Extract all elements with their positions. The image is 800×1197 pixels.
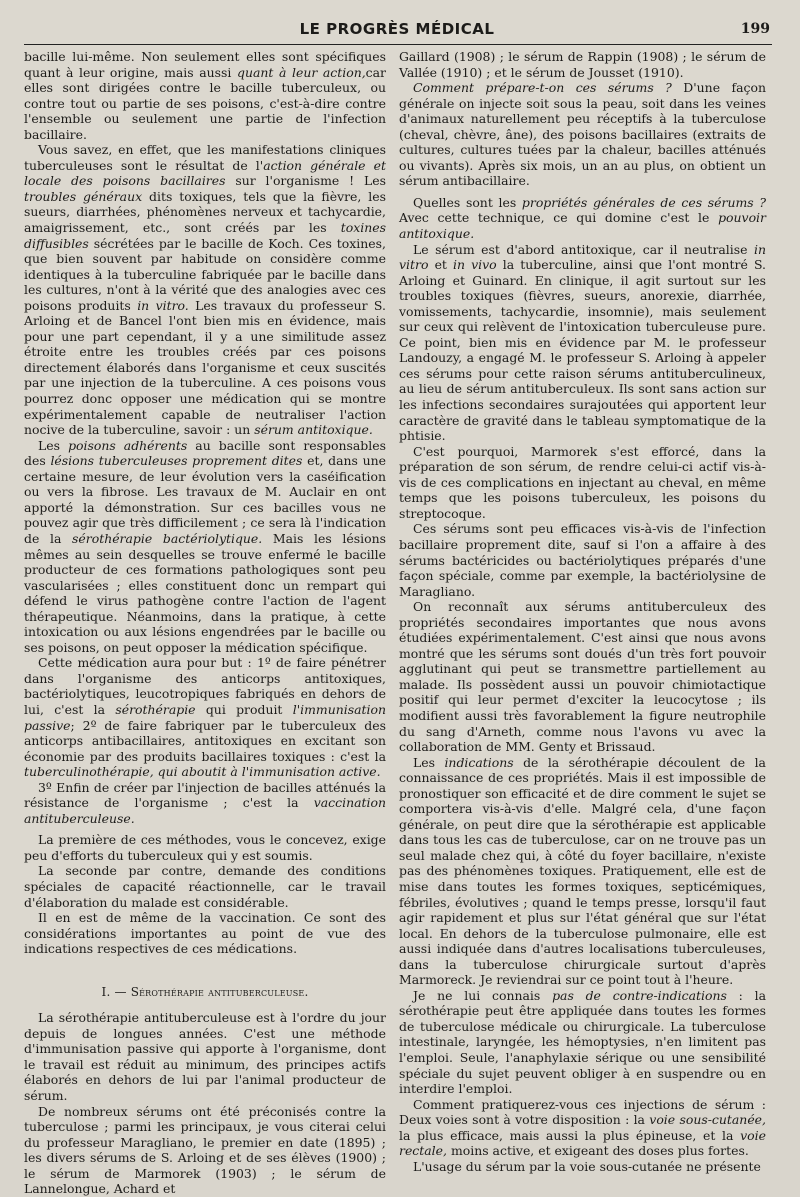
paragraph: De nombreux sérums ont été préconisés contre la tuberculose ; parmi les principaux, je vous citerai celui du professeur Maragliano, le premier en date (1895) ; les divers sérums de S. Arloing et de ses élèves (1900) ; le sérum de Marmorek (1903) ; le sérum de Lannelongue, Achard et bbox=[24, 1103, 386, 1197]
paragraph: C'est pourquoi, Marmorek s'est efforcé, dans la préparation de son sérum, de rendre celui-ci actif vis-à-vis de ces complications en injectant au cheval, en même temps que les poisons tuberculeux, les poisons du streptocoque. bbox=[399, 443, 766, 521]
paragraph: Les indications de la sérothérapie découlent de la connaissance de ces propriétés. Mais il est impossible de pronostiquer son efficacité et de dire comment le sujet se comportera vis-à-vis d'elle. Malgré cela, d'une façon générale, on peut dire que la sérothérapie est applicable dans tous les cas de tuberculose, car on ne trouve pas un seul malade chez qui, à côté du foyer bacillaire, n'existe pas des phénomènes toxiques. Pratiquement, elle est de mise dans toutes les formes toxiques, septicémiques, fébriles, évolutives ; quand le temps presse, lorsqu'il faut agir rapidement et plus sur l'état général que sur l'état local. En dehors de la tuberculose pulmonaire, elle est aussi indiquée dans d'autres localisations tuberculeuses, dans la tuberculose chirurgicale surtout d'après Marmoreck. Je reviendrai sur ce point tout à l'heure. bbox=[399, 754, 766, 988]
paragraph: Comment pratiquerez-vous ces injections de sérum : Deux voies sont à votre disposition : la voie sous-cutanée, la plus efficace, mais aussi la plus épineuse, et la voie rectale, moins active, et exigeant des doses plus fortes. bbox=[399, 1096, 766, 1159]
paragraph: L'usage du sérum par la voie sous-cutanée ne présente bbox=[413, 1158, 761, 1174]
paragraph: On reconnaît aux sérums antituberculeux des propriétés secondaires importantes que nous avons étudiées expérimentalement. C'est ainsi que nous avons montré que les sérums sont doués d'un très fort pouvoir agglutinant qui peut se transmettre partiellement au malade. Ils possèdent aussi un pouvoir chimiotactique positif qui leur permet d'exciter la leucocytose ; ils modifient aussi très favorablement la figure neutrophile du sang d'Arneth, comme nous l'avons vu avec la collaboration de MM. Genty et Brissaud. bbox=[399, 599, 766, 755]
paragraph: Le sérum est d'abord antitoxique, car il neutralise in vitro et in vivo la tuberculine, ainsi que l'ont montré S. Arloing et Guinard. En clinique, il agit surtout sur les troubles toxiques (fièvres, sueurs, anorexie, diarrhée, vomissements, tachycardie, insomnie), mais seulement sur ceux qui relèvent de l'intoxication tuberculeuse pure. Ce point, bien mis en évidence par M. le professeur Landouzy, a engagé M. le professeur S. Arloing à appeler ces sérums pour cette raison sérums antituberculineux, au lieu de sérum antituberculeux. Ils sont sans action sur les infections secondaires surajoutées qui apportent leur caractère de gravité dans le tableau symptomatique de la phtisie. bbox=[399, 241, 766, 444]
paragraph: La première de ces méthodes, vous le concevez, exige peu d'efforts du tuberculeux qui y est soumis. bbox=[24, 832, 386, 863]
paragraph: Cette médication aura pour but : 1º de faire pénétrer dans l'organisme des anticorps antitoxiques, bactériolytiques, leucotropiques fabriqués en dehors de lui, c'est la sérothérapie qui produit l'immunisation passive; 2º de faire fabriquer par le tuberculeux des anticorps antibacillaires, antitoxiques en excitant son économie par des produits bacillaires toxiques : c'est la tuberculinothérapie, qui aboutit à l'immunisation active. bbox=[24, 655, 386, 780]
header-rule bbox=[24, 44, 772, 45]
left-column bbox=[24, 49, 386, 1197]
paragraph: Il en est de même de la vaccination. Ce sont des considérations importantes au point de vue des indications respectives de ces médications. bbox=[24, 910, 386, 957]
paragraph: Je ne lui connais pas de contre-indications : la sérothérapie peut être appliquée dans toutes les formes de tuberculose médicale ou chirurgicale. La tuberculose intestinale, laryngée, les hémoptysies, n'en limitent pas l'emploi. Seule, l'anaphylaxie sérique ou une sensibilité spéciale du sujet peuvent obliger à en suspendre ou en interdire l'emploi. bbox=[399, 987, 766, 1097]
paragraph: La seconde par contre, demande des conditions spéciales de capacité réactionnelle, car le travail d'élaboration du malade est considérable. bbox=[24, 863, 386, 910]
paragraph: Vous savez, en effet, que les manifestations cliniques tuberculeuses sont le résultat de l'action générale et locale des poisons bacillaires sur l'organisme ! Les troubles généraux dits toxiques, tels que la fièvre, les sueurs, diarrhées, phénomènes nerveux et tachycardie, amaigrissement, etc., sont créés par les toxines diffusibles sécrétées par le bacille de Koch. Ces toxines, que bien souvent par habitude on considère comme identiques à la tuberculine fabriquée par le bacille dans les cultures, n'ont à la vérité que des analogies avec ces poisons produits in vitro. Les travaux du professeur S. Arloing et de Bancel l'ont bien mis en évidence, mais pour une part cependant, il y a une similitude assez étroite entre les troubles créés par ces poisons directement élaborés dans l'organisme et ceux suscités par une injection de la tuberculine. A ces poisons vous pourrez donc opposer une médication qui se montre expérimentalement capable de neutraliser l'action nocive de la tuberculine, savoir : un sérum antitoxique. bbox=[24, 142, 386, 438]
paragraph: Les poisons adhérents au bacille sont responsables des lésions tuberculeuses proprement dites et, dans une certaine mesure, de leur évolution vers la caséification ou vers la fibrose. Les travaux de M. Auclair en ont apporté la démonstration. Sur ces bacilles vous ne pouvez agir que très difficilement ; ce sera là l'indication de la sérothérapie bactériolytique. Mais les lésions mêmes au sein desquelles se trouve enfermé le bacille producteur de ces formations pathologiques sont peu vascularisées ; elles constituent donc un rempart qui défend le virus pathogène contre l'action de l'agent thérapeutique. Néanmoins, dans la pratique, à cette intoxication ou aux lésions engendrées par le bacille ou ses poisons, on peut opposer la médication spécifique. bbox=[24, 437, 386, 655]
page-header bbox=[24, 20, 770, 40]
paragraph: Comment prépare-t-on ces sérums ? D'une façon générale on injecte soit sous la peau, soit dans les veines d'animaux naturellement peu réceptifs à la tuberculose (cheval, chèvre, âne), des poisons bacillaires (extraits de cultures, cultures tuées par la chaleur, bacilles atténués ou vivants). Après six mois, un an au plus, on obtient un sérum antibacillaire. bbox=[399, 80, 766, 189]
page-number: 199 bbox=[740, 21, 770, 37]
paragraph: Gaillard (1908) ; le sérum de Rappin (1908) ; le sérum de Vallée (1910) ; et le sérum de Jousset (1910). bbox=[399, 49, 766, 80]
section-heading: I. — Sérothérapie antituberculeuse. bbox=[101, 984, 309, 999]
paragraph: bacille lui-même. Non seulement elles sont spécifiques quant à leur origine, mais aussi quant à leur action,car elles sont dirigées contre le bacille tuberculeux, ou contre tout ou partie de ses poisons, c'est-à-dire contre l'ensemble ou seulement une partie de l'infection bacillaire. bbox=[24, 49, 386, 142]
journal-title: LE PROGRÈS MÉDICAL bbox=[299, 20, 495, 38]
paragraph: La sérothérapie antituberculeuse est à l'ordre du jour depuis de longues années. C'est une méthode d'immunisation passive qui apporte à l'organisme, dont le travail est réduit au minimum, des principes actifs élaborés en dehors de lui par l'animal producteur de sérum. bbox=[24, 1010, 386, 1103]
paragraph: Ces sérums sont peu efficaces vis-à-vis de l'infection bacillaire proprement dite, sauf si l'on a affaire à des sérums bactéricides ou bactériolytiques préparés d'une façon spéciale, comme par exemple, la bactériolysine de Maragliano. bbox=[399, 521, 766, 599]
paragraph: 3º Enfin de créer par l'injection de bacilles atténués la résistance de l'organisme ; c'est la vaccination antituberculeuse. bbox=[24, 779, 386, 826]
right-column bbox=[399, 49, 766, 1174]
paragraph: Quelles sont les propriétés générales de ces sérums ? Avec cette technique, ce qui domine c'est le pouvoir antitoxique. bbox=[399, 194, 766, 242]
